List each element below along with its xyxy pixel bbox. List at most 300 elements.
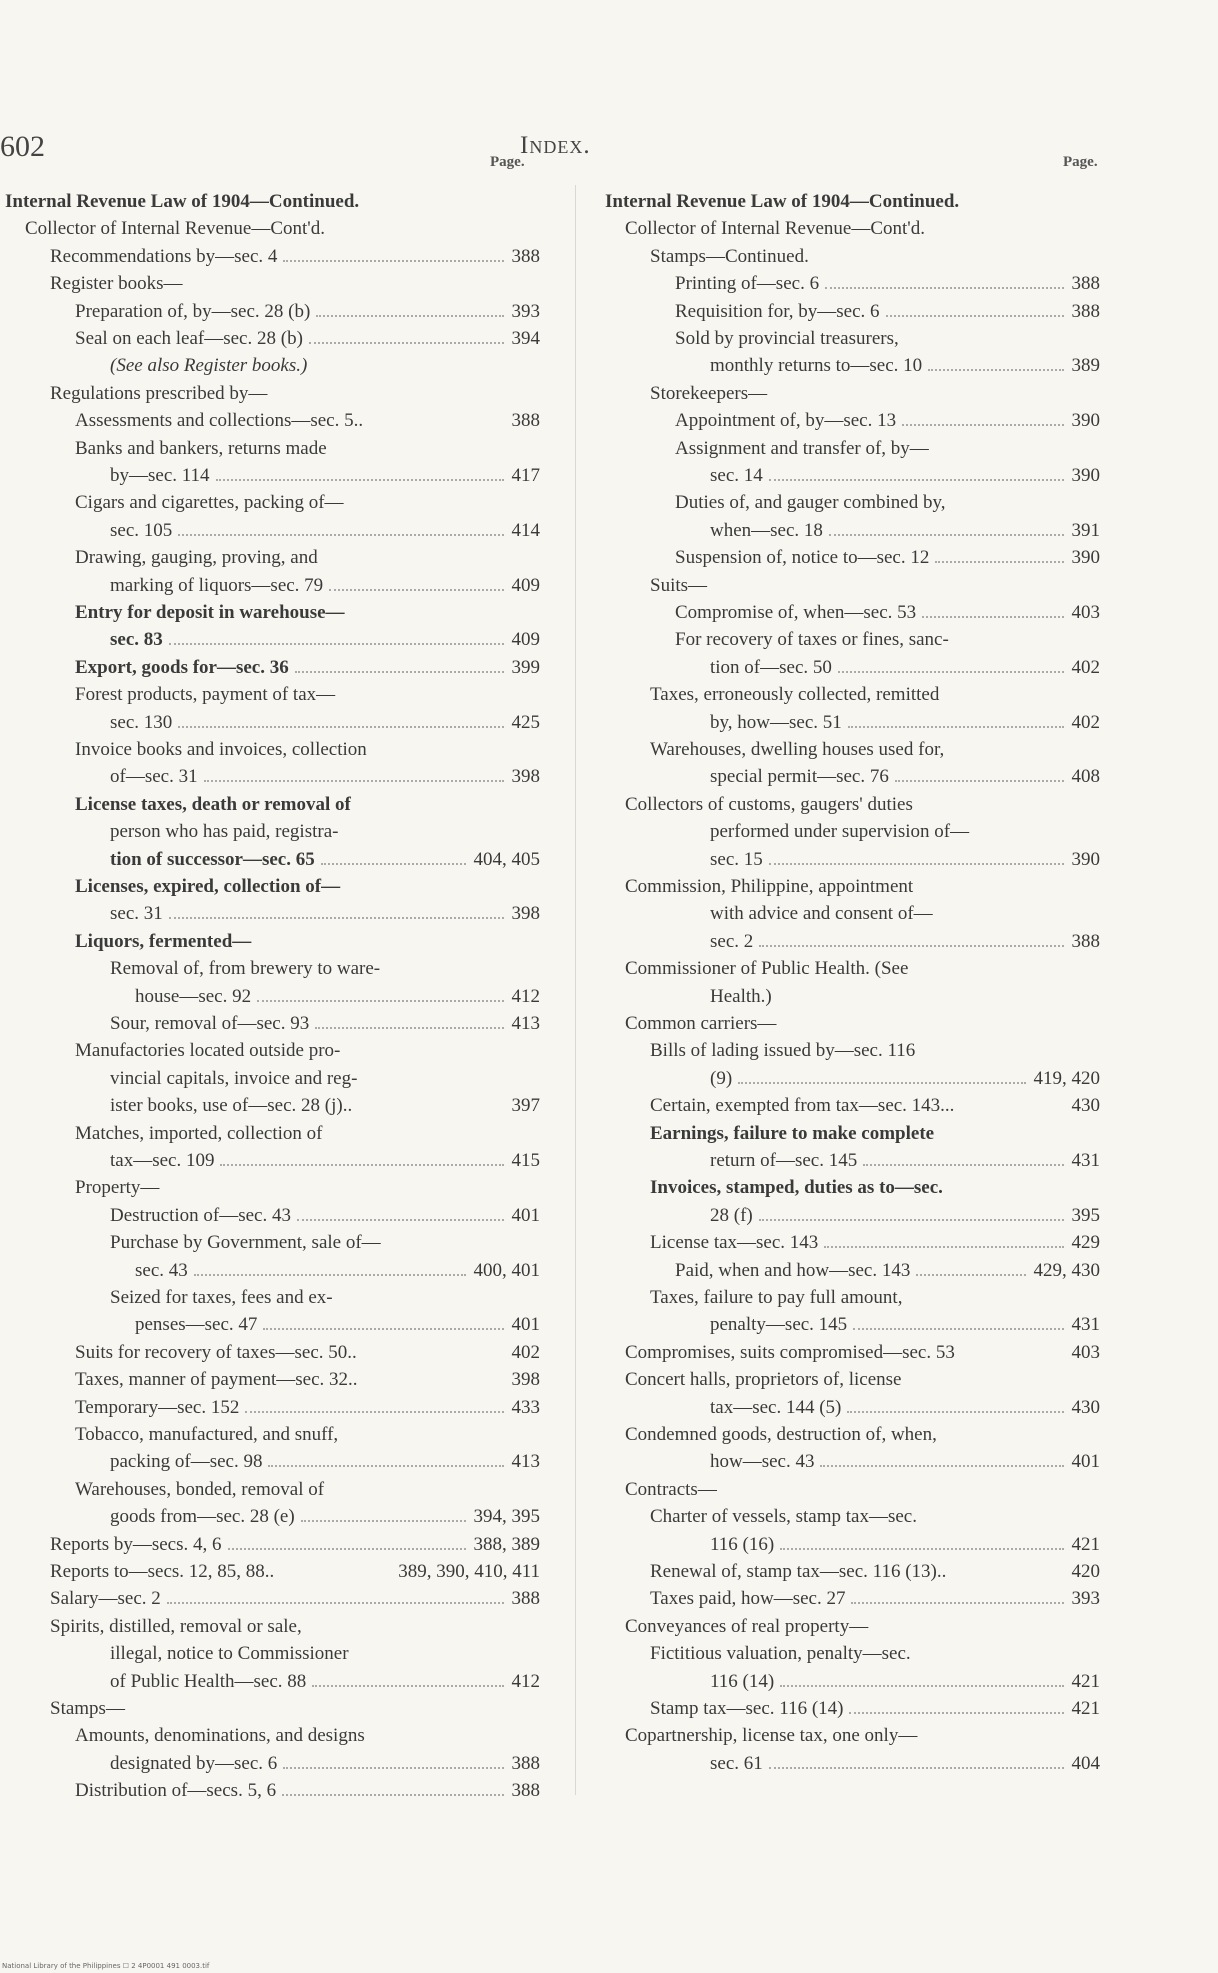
index-entry-page: 408: [1071, 766, 1100, 787]
index-entry-text: Copartnership, license tax, one only—: [625, 1725, 918, 1746]
dot-leader: [769, 479, 1064, 481]
index-entry: [600, 626, 1100, 653]
index-entry-page: 398: [511, 903, 540, 924]
index-entry-text: sec. 83: [110, 629, 163, 650]
index-entry: [600, 763, 1100, 790]
index-entry: [0, 818, 540, 845]
index-entry: [0, 1311, 540, 1338]
index-entry-text: Condemned goods, destruction of, when,: [625, 1424, 937, 1445]
dot-leader: [769, 863, 1064, 865]
dot-leader: [853, 1328, 1063, 1330]
index-entry-text: Internal Revenue Law of 1904—Continued.: [5, 191, 360, 212]
index-entry-text: special permit—sec. 76: [710, 766, 889, 787]
index-entry-page: 398: [511, 766, 540, 787]
dot-leader: [848, 726, 1064, 728]
index-entry: [600, 791, 1100, 818]
index-entry-page: 402: [1071, 712, 1100, 733]
index-entry: [0, 1010, 540, 1037]
index-entry: [600, 1147, 1100, 1174]
index-entry-text: Reports by—secs. 4, 6: [50, 1534, 222, 1555]
dot-leader: [220, 1164, 503, 1166]
index-entry: [0, 1037, 540, 1064]
index-entry-text: sec. 130: [110, 712, 173, 733]
index-entry-text: Taxes paid, how—sec. 27: [650, 1588, 846, 1609]
index-entry-page: 404, 405: [473, 849, 540, 870]
index-entry: [0, 435, 540, 462]
index-entry: [0, 298, 540, 325]
index-entry-page: 390: [1071, 410, 1100, 431]
index-entry-text: tion of—sec. 50: [710, 657, 832, 678]
index-entry-page: 429: [1071, 1232, 1100, 1253]
index-entry-text: tax—sec. 144 (5): [710, 1397, 842, 1418]
index-entry-page: 425: [511, 712, 540, 733]
dot-leader: [738, 1082, 1025, 1084]
index-entry: [0, 1366, 540, 1393]
index-entry: [0, 544, 540, 571]
index-entry: [600, 435, 1100, 462]
index-entry-text: illegal, notice to Commissioner: [110, 1643, 349, 1664]
index-entry-text: Tobacco, manufactured, and snuff,: [75, 1424, 339, 1445]
index-entry-text: Destruction of—sec. 43: [110, 1205, 291, 1226]
index-entry-text: Temporary—sec. 152: [75, 1397, 240, 1418]
index-entry: [600, 1476, 1100, 1503]
index-entry-text: Sour, removal of—sec. 93: [110, 1013, 310, 1034]
index-entry-page: 388: [1071, 273, 1100, 294]
index-entry-page: 402: [1071, 657, 1100, 678]
index-entry-text: 116 (14): [710, 1671, 775, 1692]
index-entry-page: 389, 390, 410, 411: [398, 1561, 540, 1582]
index-entry-text: Conveyances of real property—: [625, 1616, 869, 1637]
index-entry-text: Renewal of, stamp tax—sec. 116 (13)..: [650, 1561, 947, 1582]
index-entry: [0, 1558, 540, 1585]
dot-leader: [825, 287, 1063, 289]
index-entry: [600, 1531, 1100, 1558]
index-entry-text: Drawing, gauging, proving, and: [75, 547, 318, 568]
dot-leader: [194, 1274, 466, 1276]
index-entry-text: Reports to—secs. 12, 85, 88..: [50, 1561, 275, 1582]
index-entry: [0, 188, 540, 215]
index-entry-page: 401: [511, 1205, 540, 1226]
index-entry: [0, 1421, 540, 1448]
index-entry: [600, 1010, 1100, 1037]
index-entry: [0, 1640, 540, 1667]
index-entry: [600, 1257, 1100, 1284]
index-entry: [0, 791, 540, 818]
index-entry-text: Assessments and collections—sec. 5..: [75, 410, 364, 431]
index-entry-text: Regulations prescribed by—: [50, 383, 268, 404]
index-entry-text: Taxes, erroneously collected, remitted: [650, 684, 940, 705]
index-entry-page: 403: [1071, 602, 1100, 623]
dot-leader: [863, 1164, 1063, 1166]
index-entry-text: sec. 31: [110, 903, 163, 924]
dot-leader: [829, 534, 1064, 536]
index-entry-text: Removal of, from brewery to ware-: [110, 958, 381, 979]
dot-leader: [268, 1465, 503, 1467]
index-entry-page: 388, 389: [473, 1534, 540, 1555]
index-entry: [600, 1558, 1100, 1585]
dot-leader: [838, 671, 1064, 673]
dot-leader: [922, 616, 1063, 618]
index-entry: [0, 1476, 540, 1503]
index-entry: [0, 983, 540, 1010]
dot-leader: [295, 671, 504, 673]
index-entry: [0, 243, 540, 270]
index-entry: [600, 1065, 1100, 1092]
dot-leader: [316, 315, 503, 317]
index-entry-page: 388: [511, 246, 540, 267]
index-entry-text: Manufactories located outside pro-: [75, 1040, 341, 1061]
index-entry-text: Common carriers—: [625, 1013, 777, 1034]
index-entry: [600, 1174, 1100, 1201]
index-entry-text: performed under supervision of—: [710, 821, 970, 842]
index-entry: [0, 1750, 540, 1777]
index-entry-text: designated by—sec. 6: [110, 1753, 278, 1774]
index-entry: [0, 1695, 540, 1722]
index-entry: [600, 462, 1100, 489]
dot-leader: [169, 643, 504, 645]
index-entry: [600, 846, 1100, 873]
dot-leader: [178, 534, 503, 536]
dot-leader: [216, 479, 504, 481]
index-entry: [600, 654, 1100, 681]
index-entry: [0, 352, 540, 379]
column-divider: [575, 185, 576, 1795]
index-entry: [600, 1503, 1100, 1530]
index-entry: [0, 1202, 540, 1229]
index-entry-page: 388: [1071, 301, 1100, 322]
index-entry: [0, 325, 540, 352]
index-entry: [0, 1448, 540, 1475]
index-entry-text: Earnings, failure to make complete: [650, 1123, 935, 1144]
index-entry-text: Suits for recovery of taxes—sec. 50..: [75, 1342, 357, 1363]
index-entry-text: Commissioner of Public Health. (See: [625, 958, 909, 979]
scan-footer-note: National Library of the Philippines ☐ 2 4P0001 491 0003.tif: [2, 1962, 210, 1970]
index-entry: [600, 1037, 1100, 1064]
index-entry: [600, 407, 1100, 434]
index-entry-page: 388: [511, 410, 540, 431]
index-entry-text: return of—sec. 145: [710, 1150, 858, 1171]
index-entry: [600, 352, 1100, 379]
index-entry: [600, 188, 1100, 215]
dot-leader: [824, 1246, 1063, 1248]
index-entry-text: Printing of—sec. 6: [675, 273, 820, 294]
index-entry-text: penalty—sec. 145: [710, 1314, 848, 1335]
index-entry: [600, 599, 1100, 626]
index-entry-text: Appointment of, by—sec. 13: [675, 410, 897, 431]
index-entry-text: Stamps—Continued.: [650, 246, 809, 267]
index-entry-text: Suits—: [650, 575, 708, 596]
index-entry-text: Duties of, and gauger combined by,: [675, 492, 946, 513]
index-entry-text: sec. 2: [710, 931, 754, 952]
index-entry-page: 401: [1071, 1451, 1100, 1472]
index-entry-text: Taxes, failure to pay full amount,: [650, 1287, 903, 1308]
index-entry-text: Storekeepers—: [650, 383, 768, 404]
index-entry-text: Requisition for, by—sec. 6: [675, 301, 880, 322]
dot-leader: [167, 1602, 504, 1604]
index-entry: [0, 1092, 540, 1119]
dot-leader: [315, 1027, 503, 1029]
index-entry: [600, 1640, 1100, 1667]
index-entry-page: 421: [1071, 1698, 1100, 1719]
index-entry: [600, 1750, 1100, 1777]
index-entry-text: Fictitious valuation, penalty—sec.: [650, 1643, 911, 1664]
index-entry: [0, 846, 540, 873]
index-entry-text: Assignment and transfer of, by—: [675, 438, 929, 459]
index-entry-text: Stamp tax—sec. 116 (14): [650, 1698, 844, 1719]
index-entry: [0, 736, 540, 763]
index-entry-text: Compromise of, when—sec. 53: [675, 602, 917, 623]
index-entry-text: tax—sec. 109: [110, 1150, 215, 1171]
index-entry-text: (9): [710, 1068, 733, 1089]
index-entry: [600, 983, 1100, 1010]
index-entry: [600, 298, 1100, 325]
index-entry: [600, 1339, 1100, 1366]
dot-leader: [228, 1548, 466, 1550]
index-entry: [600, 736, 1100, 763]
index-entry-page: 415: [511, 1150, 540, 1171]
index-entry-text: goods from—sec. 28 (e): [110, 1506, 295, 1527]
index-entry-page: 388: [511, 1780, 540, 1801]
index-entry: [0, 1065, 540, 1092]
index-entry-text: packing of—sec. 98: [110, 1451, 263, 1472]
index-entry: [0, 1613, 540, 1640]
dot-leader: [329, 589, 503, 591]
index-entry-page: 409: [511, 575, 540, 596]
dot-leader: [780, 1685, 1063, 1687]
index-entry-text: Export, goods for—sec. 36: [75, 657, 289, 678]
index-entry: [0, 270, 540, 297]
dot-leader: [309, 342, 504, 344]
index-entry: [600, 1448, 1100, 1475]
dot-leader: [245, 1411, 503, 1413]
index-entry: [600, 215, 1100, 242]
index-entry-page: 412: [511, 1671, 540, 1692]
index-entry-page: 394: [511, 328, 540, 349]
dot-leader: [851, 1602, 1063, 1604]
index-entry-text: License taxes, death or removal of: [75, 794, 351, 815]
dot-leader: [847, 1411, 1063, 1413]
index-entry-text: (See also Register books.): [110, 355, 308, 376]
dot-leader: [297, 1219, 504, 1221]
index-entry-page: 412: [511, 986, 540, 1007]
index-entry: [0, 1585, 540, 1612]
index-entry-text: Property—: [75, 1177, 160, 1198]
index-entry: [600, 1311, 1100, 1338]
index-entry-text: Collectors of customs, gaugers' duties: [625, 794, 913, 815]
index-entry-page: 421: [1071, 1671, 1100, 1692]
index-entry: [600, 489, 1100, 516]
index-entry-text: License tax—sec. 143: [650, 1232, 819, 1253]
index-entry-text: Stamps—: [50, 1698, 125, 1719]
index-entry-text: sec. 43: [135, 1260, 188, 1281]
index-entry-page: 414: [511, 520, 540, 541]
index-entry-page: 409: [511, 629, 540, 650]
index-entry-text: by—sec. 114: [110, 465, 210, 486]
index-entry-text: Recommendations by—sec. 4: [50, 246, 278, 267]
index-entry-text: Suspension of, notice to—sec. 12: [675, 547, 930, 568]
index-entry-page: 403: [1071, 1342, 1100, 1363]
index-entry-text: penses—sec. 47: [135, 1314, 258, 1335]
index-entry-text: Paid, when and how—sec. 143: [675, 1260, 911, 1281]
index-entry-text: of Public Health—sec. 88: [110, 1671, 307, 1692]
index-entry-text: Entry for deposit in warehouse—: [75, 602, 345, 623]
index-entry-page: 390: [1071, 547, 1100, 568]
index-entry-page: 400, 401: [473, 1260, 540, 1281]
index-entry: [0, 626, 540, 653]
index-entry-page: 393: [511, 301, 540, 322]
index-entry-text: Warehouses, bonded, removal of: [75, 1479, 325, 1500]
index-entry: [0, 489, 540, 516]
index-entry-page: 413: [511, 1013, 540, 1034]
index-entry-text: Concert halls, proprietors of, license: [625, 1369, 902, 1390]
dot-leader: [759, 945, 1063, 947]
dot-leader: [321, 863, 466, 865]
index-entry: [0, 873, 540, 900]
index-entry-text: house—sec. 92: [135, 986, 252, 1007]
page-number: 602: [0, 130, 45, 163]
index-entry-text: Invoice books and invoices, collection: [75, 739, 367, 760]
index-entry-text: sec. 105: [110, 520, 173, 541]
index-entry-text: Licenses, expired, collection of—: [75, 876, 341, 897]
index-entry: [0, 1777, 540, 1804]
index-entry: [0, 1257, 540, 1284]
index-entry-page: 395: [1071, 1205, 1100, 1226]
index-entry: [0, 1394, 540, 1421]
index-entry-text: Spirits, distilled, removal or sale,: [50, 1616, 302, 1637]
index-entry-page: 389: [1071, 355, 1100, 376]
index-entry: [600, 1585, 1100, 1612]
index-entry-text: sec. 14: [710, 465, 763, 486]
index-entry-text: Seized for taxes, fees and ex-: [110, 1287, 333, 1308]
index-entry-text: Banks and bankers, returns made: [75, 438, 327, 459]
index-entry-text: Seal on each leaf—sec. 28 (b): [75, 328, 303, 349]
index-entry-page: 430: [1071, 1095, 1100, 1116]
index-entry: [600, 243, 1100, 270]
index-entry-page: 399: [511, 657, 540, 678]
index-entry-text: Register books—: [50, 273, 183, 294]
index-entry-page: 420: [1071, 1561, 1100, 1582]
page-column-label: Page.: [490, 154, 525, 170]
index-entry: [600, 572, 1100, 599]
index-entry: [600, 818, 1100, 845]
index-entry: [600, 709, 1100, 736]
index-entry: [600, 1668, 1100, 1695]
index-entry: [600, 1366, 1100, 1393]
index-entry: [600, 681, 1100, 708]
dot-leader: [283, 260, 503, 262]
index-entry: [0, 900, 540, 927]
index-entry-text: when—sec. 18: [710, 520, 823, 541]
index-entry-text: 28 (f): [710, 1205, 753, 1226]
index-entry-page: 421: [1071, 1534, 1100, 1555]
index-entry: [0, 1120, 540, 1147]
index-entry: [600, 928, 1100, 955]
index-entry-text: marking of liquors—sec. 79: [110, 575, 324, 596]
index-entry-text: Health.): [710, 986, 772, 1007]
index-entry-text: Internal Revenue Law of 1904—Continued.: [605, 191, 960, 212]
index-entry: [600, 955, 1100, 982]
index-entry: [600, 1284, 1100, 1311]
index-entry: [600, 325, 1100, 352]
index-entry-text: ister books, use of—sec. 28 (j)..: [110, 1095, 353, 1116]
index-entry: [0, 1174, 540, 1201]
index-entry-text: Charter of vessels, stamp tax—sec.: [650, 1506, 917, 1527]
dot-leader: [257, 1000, 503, 1002]
index-entry-page: 402: [511, 1342, 540, 1363]
index-entry: [0, 462, 540, 489]
index-entry-text: sec. 15: [710, 849, 763, 870]
index-entry-text: Warehouses, dwelling houses used for,: [650, 739, 945, 760]
index-entry-text: Matches, imported, collection of: [75, 1123, 323, 1144]
dot-leader: [263, 1328, 503, 1330]
dot-leader: [178, 726, 503, 728]
index-entry: [0, 1531, 540, 1558]
index-entry-text: For recovery of taxes or fines, sanc-: [675, 629, 949, 650]
index-entry: [600, 1394, 1100, 1421]
index-entry-text: by, how—sec. 51: [710, 712, 842, 733]
index-entry: [600, 900, 1100, 927]
index-entry: [0, 1147, 540, 1174]
index-entry-text: Certain, exempted from tax—sec. 143...: [650, 1095, 955, 1116]
index-entry-page: 401: [511, 1314, 540, 1335]
index-entry: [0, 955, 540, 982]
index-entry-text: sec. 61: [710, 1753, 763, 1774]
index-entry: [0, 1339, 540, 1366]
index-entry-page: 431: [1071, 1150, 1100, 1171]
index-entry: [600, 270, 1100, 297]
index-entry-text: vincial capitals, invoice and reg-: [110, 1068, 358, 1089]
index-entry-page: 388: [1071, 931, 1100, 952]
dot-leader: [849, 1712, 1063, 1714]
index-entry-text: Salary—sec. 2: [50, 1588, 161, 1609]
index-entry: [0, 572, 540, 599]
index-entry-text: Distribution of—secs. 5, 6: [75, 1780, 277, 1801]
index-entry: [600, 1695, 1100, 1722]
index-entry: [600, 544, 1100, 571]
index-entry-page: 391: [1071, 520, 1100, 541]
index-entry: [0, 654, 540, 681]
index-entry: [600, 1229, 1100, 1256]
dot-leader: [301, 1520, 466, 1522]
index-entry: [600, 873, 1100, 900]
dot-leader: [935, 561, 1063, 563]
index-entry: [0, 1229, 540, 1256]
index-entry-page: 394, 395: [473, 1506, 540, 1527]
index-entry-text: Contracts—: [625, 1479, 717, 1500]
index-entry-text: Compromises, suits compromised—sec. 53: [625, 1342, 955, 1363]
index-entry: [0, 1668, 540, 1695]
index-entry: [600, 517, 1100, 544]
dot-leader: [282, 1794, 503, 1796]
index-entry-page: 417: [511, 465, 540, 486]
index-entry-page: 390: [1071, 465, 1100, 486]
index-entry-page: 388: [511, 1588, 540, 1609]
dot-leader: [902, 424, 1063, 426]
running-title: Index.: [520, 132, 591, 159]
index-entry-text: Taxes, manner of payment—sec. 32..: [75, 1369, 358, 1390]
index-entry: [0, 763, 540, 790]
index-entry-text: Preparation of, by—sec. 28 (b): [75, 301, 311, 322]
dot-leader: [916, 1274, 1025, 1276]
index-entry: [0, 681, 540, 708]
index-entry-page: 431: [1071, 1314, 1100, 1335]
dot-leader: [820, 1465, 1063, 1467]
index-entry-page: 398: [511, 1369, 540, 1390]
index-entry-text: Invoices, stamped, duties as to—sec.: [650, 1177, 943, 1198]
index-entry: [600, 1202, 1100, 1229]
index-entry-page: 390: [1071, 849, 1100, 870]
dot-leader: [312, 1685, 503, 1687]
